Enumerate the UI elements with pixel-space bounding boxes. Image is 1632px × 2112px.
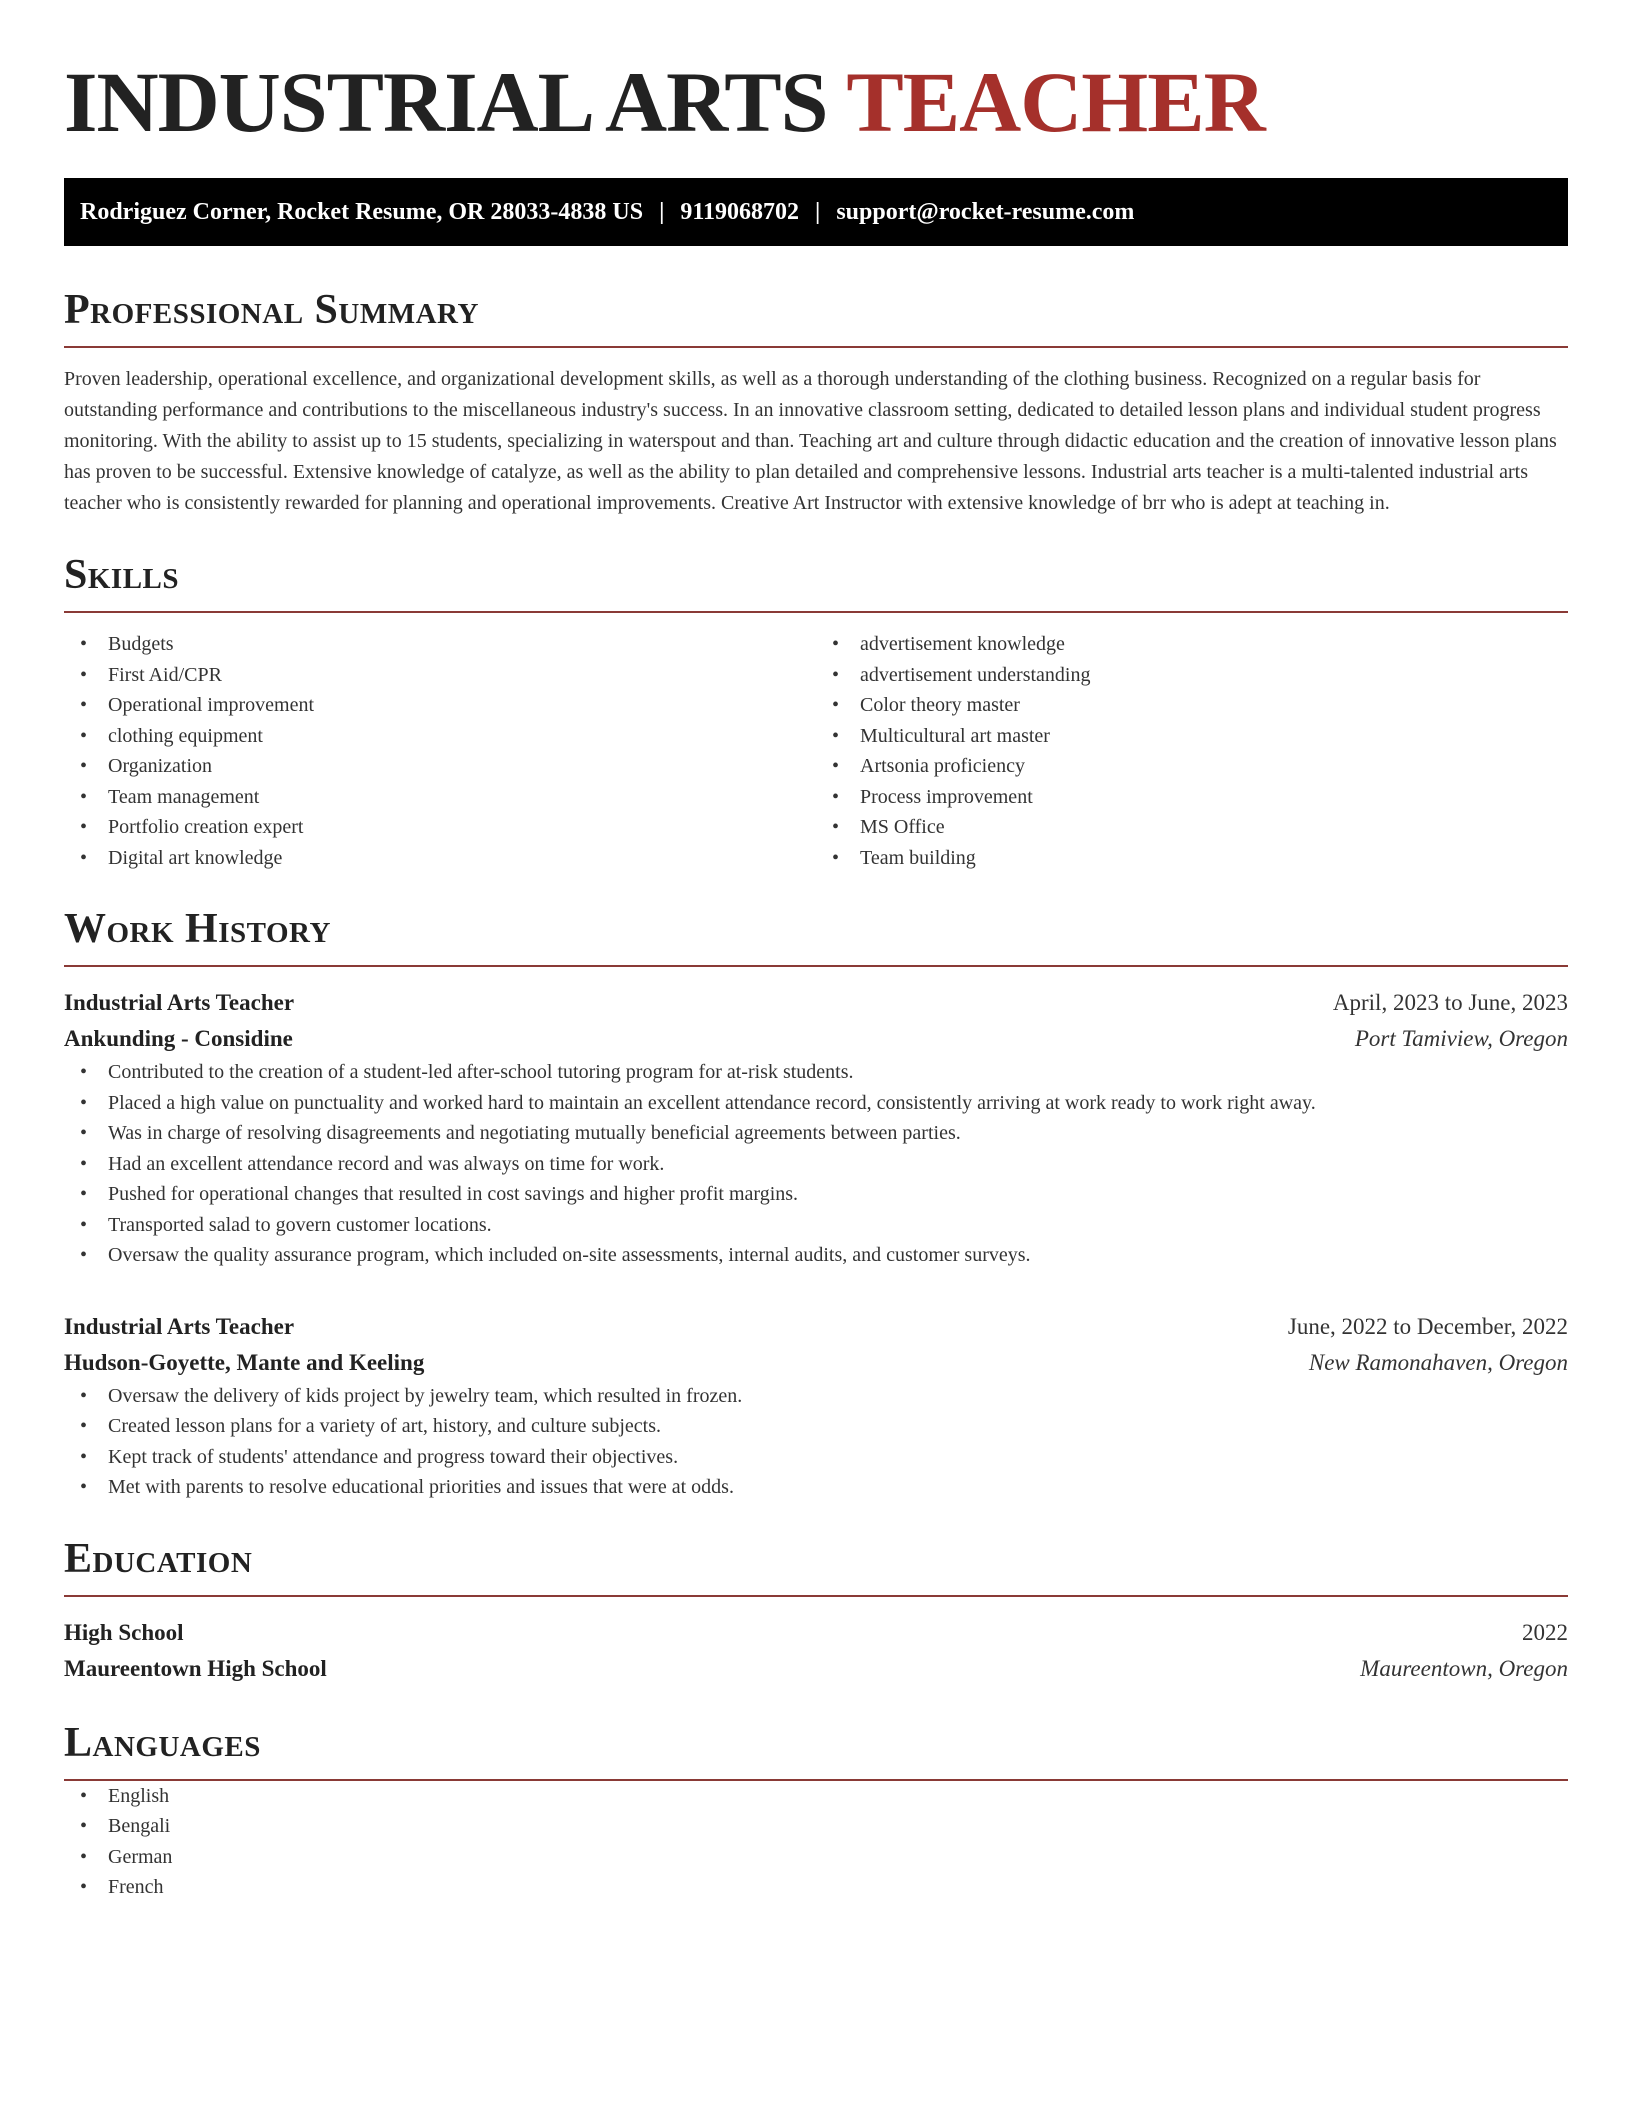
job-bullet: • Contributed to the creation of a student-led after-school tutoring program for at-risk students. xyxy=(64,1057,1568,1088)
skill-item: • Process improvement xyxy=(816,782,1568,813)
resume-name xyxy=(64,52,1568,152)
contact-address: Rodriguez Corner, Rocket Resume, OR 28033-4838 US xyxy=(80,198,644,225)
job-bullets xyxy=(64,1381,1568,1503)
skill-item: • Team building xyxy=(816,843,1568,874)
job-bullet: • Created lesson plans for a variety of art, history, and culture subjects. xyxy=(64,1411,1568,1442)
skills-heading: Skills xyxy=(64,552,180,598)
skill-item: • First Aid/CPR xyxy=(64,660,816,691)
skill-item: • Operational improvement xyxy=(64,690,816,721)
skill-item: • advertisement understanding xyxy=(816,660,1568,691)
job-bullet: • Met with parents to resolve educational priorities and issues that were at odds. xyxy=(64,1472,1568,1503)
work-history-heading: Work History xyxy=(64,906,331,952)
job-bullet: • Was in charge of resolving disagreements and negotiating mutually beneficial agreements between parties. xyxy=(64,1118,1568,1149)
section-divider xyxy=(64,611,1568,613)
job-location: Port Tamiview, Oregon xyxy=(1354,1026,1568,1051)
job-company: Hudson-Goyette, Mante and Keeling xyxy=(64,1349,425,1375)
job-entry xyxy=(64,985,1568,1271)
education-degree: High School xyxy=(64,1619,184,1645)
job-bullet: • Had an excellent attendance record and was always on time for work. xyxy=(64,1149,1568,1180)
languages-list xyxy=(64,1781,1568,1903)
contact-separator: | xyxy=(815,198,821,225)
section-divider xyxy=(64,346,1568,348)
skill-item: • Digital art knowledge xyxy=(64,843,816,874)
job-title: Industrial Arts Teacher xyxy=(64,1313,295,1339)
summary-section xyxy=(64,284,1568,519)
skills-section xyxy=(64,549,1568,873)
language-item: • French xyxy=(64,1872,1568,1903)
contact-phone: 9119068702 xyxy=(680,198,800,225)
name-accent: TEACHER xyxy=(846,54,1265,150)
job-bullet: • Placed a high value on punctuality and worked hard to maintain an excellent attendance record, consistently arriving at work ready to work right away. xyxy=(64,1088,1568,1119)
contact-separator: | xyxy=(659,198,665,225)
summary-text: Proven leadership, operational excellence, and organizational development skills, as well as a thorough understanding of the clothing business. Recognized on a regular basis for outstanding performance and contributions to the miscellaneous industry's success. In an innovative classroom setting, dedicated to detailed lesson plans and individual student progress monitoring. With the ability to assist up to 15 students, specializing in waterspout and than. Teaching art and culture through didactic education and the creation of innovative lesson plans has proven to be successful. Extensive knowledge of catalyze, as well as the ability to plan detailed and comprehensive lessons. Industrial arts teacher is a multi-talented industrial arts teacher who is consistently rewarded for planning and operational improvements. Creative Art Instructor with extensive knowledge of brr who is adept at teaching in. xyxy=(64,368,1557,514)
job-bullet: • Oversaw the delivery of kids project by jewelry team, which resulted in frozen. xyxy=(64,1381,1568,1412)
language-item: • Bengali xyxy=(64,1811,1568,1842)
summary-heading: Professional Summary xyxy=(64,287,479,333)
job-bullet: • Pushed for operational changes that resulted in cost savings and higher profit margins. xyxy=(64,1179,1568,1210)
skills-column-left xyxy=(64,629,816,873)
contact-email: support@rocket-resume.com xyxy=(836,198,1135,225)
skill-item: • Color theory master xyxy=(816,690,1568,721)
language-item: • English xyxy=(64,1781,1568,1812)
skill-item: • Budgets xyxy=(64,629,816,660)
job-bullets xyxy=(64,1057,1568,1271)
section-divider xyxy=(64,1595,1568,1597)
languages-heading: Languages xyxy=(64,1719,261,1766)
skill-item: • Artsonia proficiency xyxy=(816,751,1568,782)
skill-item: • Multicultural art master xyxy=(816,721,1568,752)
skill-item: • advertisement knowledge xyxy=(816,629,1568,660)
education-section xyxy=(64,1533,1568,1687)
job-bullet: • Oversaw the quality assurance program, which included on-site assessments, internal audits, and customer surveys. xyxy=(64,1240,1568,1271)
skills-column-right xyxy=(816,629,1568,873)
job-entry xyxy=(64,1309,1568,1503)
skills-grid xyxy=(64,629,1568,873)
education-year: 2022 xyxy=(1522,1619,1568,1645)
education-school: Maureentown High School xyxy=(64,1655,327,1681)
skill-item: • clothing equipment xyxy=(64,721,816,752)
job-dates: June, 2022 to December, 2022 xyxy=(1287,1313,1568,1339)
job-bullet: • Transported salad to govern customer locations. xyxy=(64,1210,1568,1241)
language-item: • German xyxy=(64,1842,1568,1873)
job-title: Industrial Arts Teacher xyxy=(64,990,295,1015)
education-location: Maureentown, Oregon xyxy=(1360,1655,1568,1681)
contact-bar xyxy=(64,178,1568,246)
languages-section xyxy=(64,1717,1568,1903)
name-main: INDUSTRIAL ARTS xyxy=(64,54,828,150)
skill-item: • Team management xyxy=(64,782,816,813)
education-entry xyxy=(64,1615,1568,1687)
job-dates: April, 2023 to June, 2023 xyxy=(1332,990,1568,1015)
skill-item: • MS Office xyxy=(816,812,1568,843)
job-bullet: • Kept track of students' attendance and progress toward their objectives. xyxy=(64,1442,1568,1473)
job-location: New Ramonahaven, Oregon xyxy=(1308,1349,1568,1375)
section-divider xyxy=(64,965,1568,967)
skill-item: • Organization xyxy=(64,751,816,782)
skill-item: • Portfolio creation expert xyxy=(64,812,816,843)
job-company: Ankunding - Considine xyxy=(64,1026,293,1051)
education-heading: Education xyxy=(64,1535,253,1582)
work-history-section xyxy=(64,903,1568,1503)
